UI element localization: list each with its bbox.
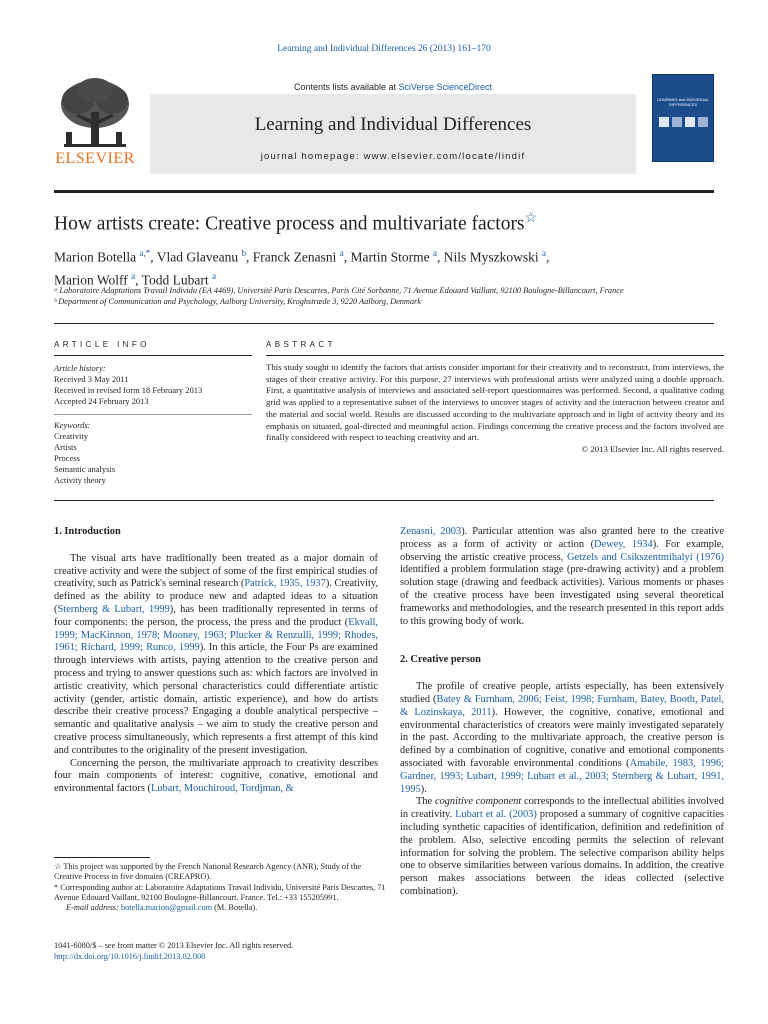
homepage-url[interactable]: www.elsevier.com/locate/lindif	[363, 151, 526, 162]
abstract-heading: ABSTRACT	[266, 340, 336, 349]
paragraph-text: ). Creativity, defined as the ability to produce new and adapted ideas to a situation (	[54, 578, 378, 615]
history-label: Article history:	[54, 363, 106, 373]
article-info-heading: ARTICLE INFO	[54, 340, 150, 349]
author-name: , Martin Storme	[343, 249, 433, 265]
email-label: E-mail address:	[66, 903, 121, 913]
abstract-rule	[266, 355, 724, 356]
author-name: Marion Wolff	[54, 272, 132, 287]
article-title	[54, 210, 714, 236]
keywords-label: Keywords:	[54, 420, 91, 430]
citation-link[interactable]: Getzels and Csikszentmihalyi (1976)	[566, 551, 725, 563]
author-name: , Franck Zenasni	[245, 249, 340, 265]
citation-link[interactable]: Sternberg & Lubart, 1999	[57, 603, 170, 615]
paragraph-text: ). In this article, the Four Ps are examined through interviews with artists, paying attention to the creative person and process and trying to answer questions such as: which factors are involved in artistic creativity, which personal characteristics could differentiate artistic activity (gender, artistic domain, artistic experience), and how do artists describe their creative process? Engaging a double analytical perspective – semantic and qualitative analysis – we aim to study the creative person and creative process simultaneously, which represents a first attempt of this kind and contributes to the originality of the present investigation.	[54, 642, 378, 756]
introduction-paragraph-2	[54, 758, 378, 796]
corresponding-author-footnote: * Corresponding author at: Laboratoire Adaptations Travail Individu, Université Paris Descartes, 71 Avenue Edouard Vaillant, 92100 Boulogne-Billancourt. France. Tel.: +33 155205991.	[54, 882, 386, 902]
creative-person-paragraph-1	[400, 681, 724, 796]
abstract	[266, 362, 724, 456]
funding-note-marker[interactable]: ☆	[524, 211, 538, 226]
received-date: Received 3 May 2011	[54, 374, 129, 384]
email-footnote	[54, 903, 386, 913]
affiliation-a: ᵃ Laboratoire Adaptations Travail Individu (EA 4469), Université Paris Descartes, Paris Cité Sorbonne, 71 Avenue Edouard Vaillant, 92100 Boulogne-Billancourt, France	[54, 286, 624, 295]
publisher-name: ELSEVIER	[55, 150, 135, 167]
paragraph-text: The	[416, 796, 435, 808]
journal-homepage	[150, 151, 636, 162]
author-line-1	[54, 244, 714, 267]
affiliation-divider	[54, 323, 714, 324]
affiliation-marker[interactable]: a	[131, 270, 136, 281]
right-column	[400, 526, 724, 899]
left-column	[54, 526, 378, 796]
author-name: , Nils Myszkowski	[436, 249, 542, 265]
citation-link[interactable]: Amabile, 1983, 1996; Gardner, 1993; Lubart, 1999; Lubart et al., 2003; Sternberg & Lubart, 1991, 1995	[400, 757, 724, 795]
journal-banner	[150, 80, 636, 174]
paragraph-text: The profile of creative people, artists especially, has been extensively studied (	[400, 681, 724, 705]
affiliation-b: ᵇ Department of Communication and Psychology, Aalborg University, Kroghstræde 3, 9220 Aalborg, Denmark	[54, 297, 421, 306]
author-name: , Todd Lubart	[135, 272, 212, 287]
affiliation-marker[interactable]: a	[339, 248, 344, 258]
keyword-item: Activity theory	[54, 475, 106, 485]
paragraph-text: corresponds to the intellectual abilities involved in creativity.	[400, 796, 724, 821]
affiliation-marker[interactable]: a	[211, 270, 216, 281]
masthead-divider	[54, 190, 714, 193]
affiliation-marker[interactable]: a	[541, 248, 546, 258]
paragraph-text: The visual arts have traditionally been treated as a major domain of creative activity and were the subject of some of the first empirical studies of creativity, such as Patrick's seminal research (	[54, 552, 378, 590]
keyword-item: Process	[54, 453, 80, 463]
keyword-item: Artists	[54, 442, 77, 452]
accepted-date: Accepted 24 February 2013	[54, 396, 149, 406]
issn-line: 1041-6080/$ – see front matter © 2013 Elsevier Inc. All rights reserved.	[54, 941, 294, 950]
citation-link[interactable]: Lubart, Mouchiroud, Tordjman, &	[150, 783, 294, 795]
citation-link[interactable]: Batey & Furnham, 2006; Feist, 1998; Furnham, Batey, Booth, Patel, & Lozinskaya, 2011	[400, 693, 725, 718]
author-list	[54, 244, 714, 289]
doi-link[interactable]: http://dx.doi.org/10.1016/j.lindif.2013.02.008	[54, 952, 206, 961]
issn-block	[54, 940, 386, 962]
paragraph-text: proposed a summary of cognitive capacities including synthetic capacities of identification, definition and redefinition of the problem. Also, selective encoding permits the selection of relevant information for solving the problem. The selective comparison ability helps one to observe similarities between various domains. In addition, the creative person makes associations between the ideas collected (selective combination).	[400, 809, 724, 897]
keyword-item: Creativity	[54, 431, 88, 441]
front-matter-divider	[54, 500, 714, 501]
citation-link[interactable]: Lubart et al. (2003)	[455, 809, 537, 821]
paragraph-text: ). Particular attention was also granted here to the creative process as a form of activity or action (	[400, 526, 724, 550]
sciencedirect-link[interactable]: SciVerse ScienceDirect	[398, 82, 493, 92]
keyword-item: Semantic analysis	[54, 464, 116, 474]
abstract-copyright: © 2013 Elsevier Inc. All rights reserved.	[581, 443, 724, 454]
creative-person-paragraph-2	[400, 796, 724, 898]
masthead	[54, 74, 714, 182]
footnote-rule	[54, 857, 150, 858]
journal-cover-thumbnail[interactable]	[652, 74, 714, 162]
history-divider	[54, 414, 252, 415]
keywords-block	[54, 420, 252, 486]
paragraph-text: identified a problem formulation stage (pre-drawing activity) and a problem solution stage (drawing and feedback activities). Various moments or phases of the creative process have been investigated using several theoretical frameworks and methodologies, and the research presented in this report adds to this growing body of work.	[400, 564, 724, 627]
author-name: , Vlad Glaveanu	[150, 249, 242, 265]
paragraph-text: ). However, the cognitive, conative, emotional and environmental characteristics of creators were mainly investigated separately in the past. According to the multivariate approach, the creative person is defined by a combination of cognitive, conative and emotional components associated with favorable environmental conditions (	[400, 706, 724, 769]
affiliation-marker[interactable]: a,*	[139, 248, 151, 258]
paragraph-text: Concerning the person, the multivariate approach to creativity describes four main components of interest: cognitive, conative, emotional and environmental factors (	[54, 757, 378, 795]
introduction-paragraph-1	[54, 553, 378, 758]
affiliation-marker[interactable]: b	[241, 248, 246, 258]
citation-link[interactable]: Zenasni, 2003	[400, 526, 462, 537]
paragraph-text: ), has been traditionally represented in terms of four components: the person, the process, the press and the product (	[54, 603, 378, 628]
article-history	[54, 363, 252, 407]
cover-artwork-icon	[659, 115, 709, 129]
footnotes	[54, 862, 386, 913]
introduction-continued-paragraph	[400, 526, 724, 628]
introduction-heading: 1. Introduction	[54, 526, 121, 537]
contents-prefix: Contents lists available at	[293, 82, 399, 92]
creative-person-heading: 2. Creative person	[400, 654, 481, 666]
citation-link[interactable]: Patrick, 1935, 1937	[244, 578, 326, 590]
journal-title: Learning and Individual Differences	[254, 114, 532, 135]
contents-line	[150, 80, 636, 94]
homepage-prefix: journal homepage:	[260, 151, 364, 162]
cover-title: LEARNING and INDIVIDUAL DIFFERENCES	[657, 97, 709, 107]
citation-link[interactable]: Dewey, 1934	[594, 538, 653, 550]
revised-date: Received in revised form 18 February 2013	[54, 385, 203, 395]
paragraph-text: ).	[420, 783, 427, 795]
author-name: ,	[545, 249, 550, 265]
article-info-rule	[54, 355, 252, 356]
journal-reference[interactable]: Learning and Individual Differences 26 (2013) 161–170	[277, 44, 491, 54]
paragraph-text: ). For example, observing the artistic creative process,	[400, 538, 725, 563]
emphasized-text: cognitive component	[434, 796, 522, 808]
citation-link[interactable]: Ekvall, 1999; MacKinnon, 1978; Mooney, 1963; Plucker & Renzulli, 1999; Rhodes, 1961; Richard, 1999; Runco, 1999	[54, 616, 378, 654]
keyword-list	[54, 431, 252, 486]
email-suffix: (M. Botella).	[212, 903, 258, 913]
article-title-text: How artists create: Creative process and multivariate factors	[54, 213, 525, 235]
author-name: Marion Botella	[54, 249, 140, 265]
author-email-link[interactable]: botella.marion@gmail.com	[121, 903, 213, 913]
affiliation-marker[interactable]: a	[432, 248, 437, 258]
funding-footnote: ☆ This project was supported by the French National Research Agency (ANR), Study of the Creative Process in five domains (CREAPRO).	[54, 862, 362, 882]
abstract-text: This study sought to identify the factors that artists consider important for their creativity and to reconstruct, from interviews, the stages of their creative activity. For this purpose, 27 interviews with professional artists were analyzed using a double approach. First, a quantitative analysis of interviews and associated self-report questionnaires was performed. Second, a qualitative coding grid was applied to a representative subset of the interviews to uncover stages of activity and the interaction between creator and the material and social world. Results are discussed according to the multivariate approach and in light of activity theory and its emphasis on situated, goal-directed and meaningful action. Findings concerning the creative process and the factors involved are finally considered with respect to teaching creativity and art.	[266, 362, 724, 443]
